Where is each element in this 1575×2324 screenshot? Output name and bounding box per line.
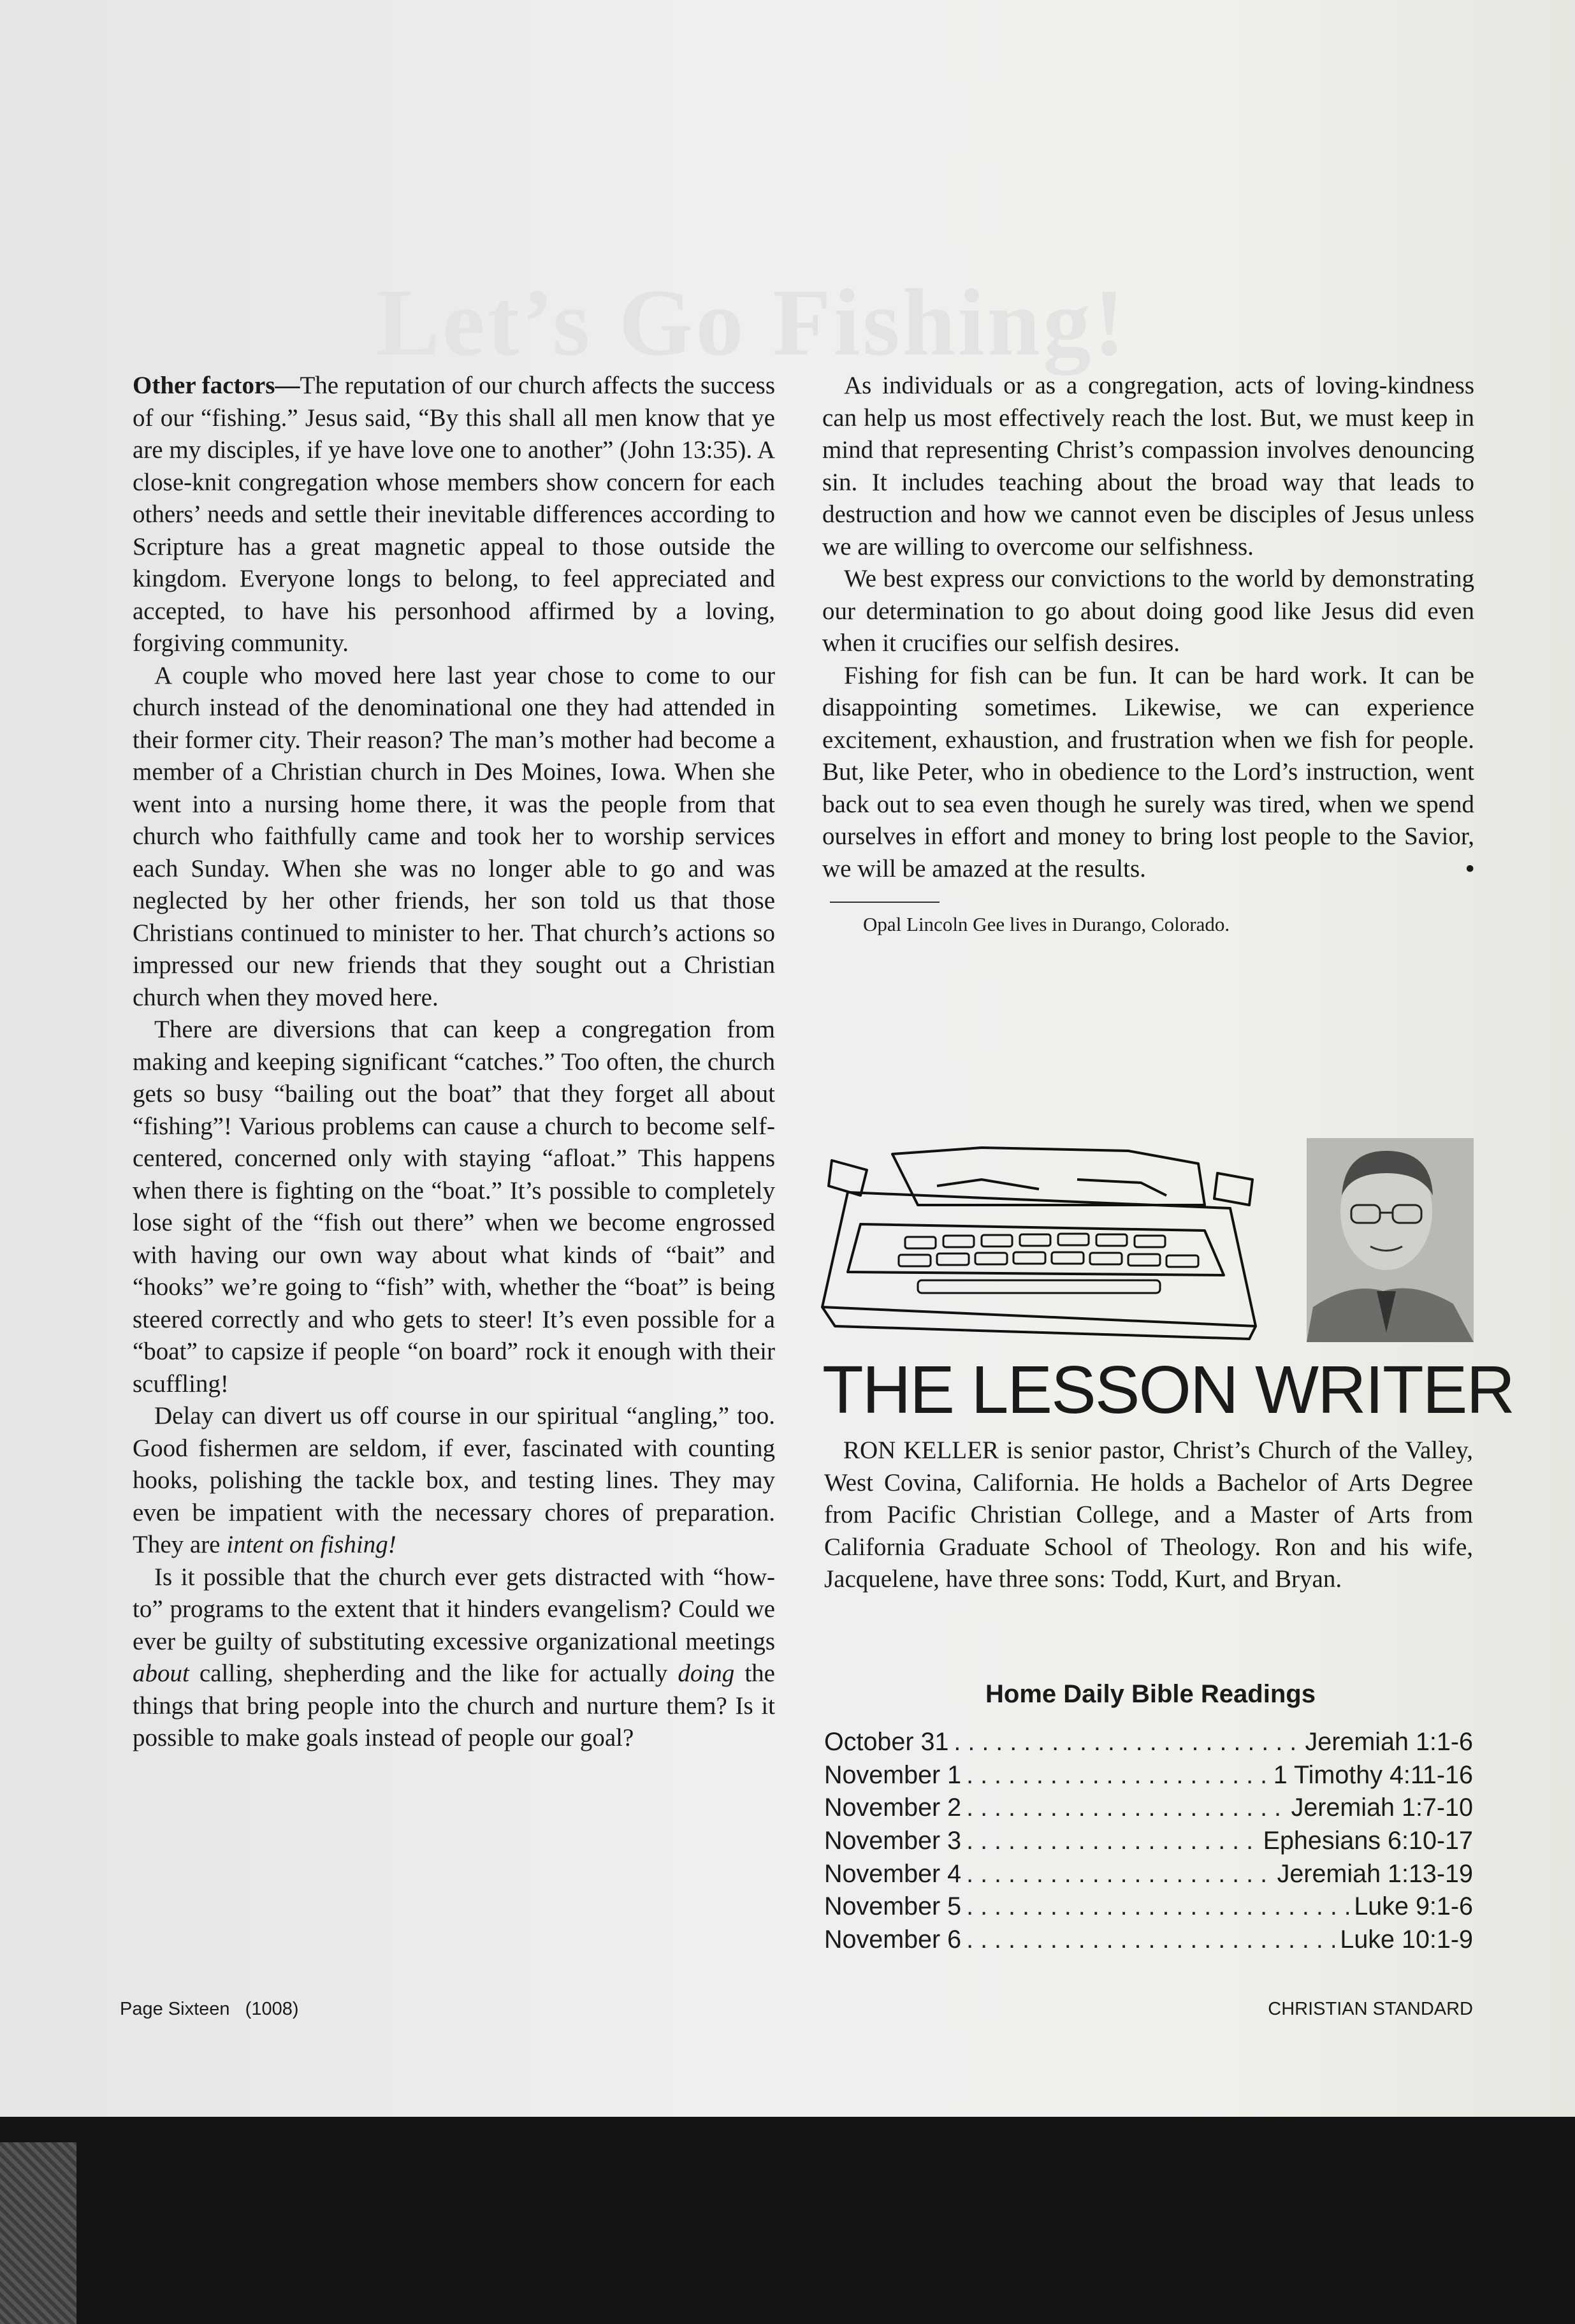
reading-row [824, 1892, 1473, 1926]
paragraph-text: the things that bring people into the church and nurture them? Is it possible to make goals instead of people our goal? [133, 1660, 775, 1751]
page-number: Page Sixteen (1008) [120, 1999, 299, 2019]
paragraph-text: The reputation of our church affects the success of our “fishing.” Jesus said, “By this shall all men know that ye are my disciples, if ye have love one to another” (John 13:35). A close-knit congregation whose members show concern for each others’ needs and settle their inevitable differences according to Scripture has a great magnetic appeal to those outside the kingdom. Everyone longs to belong, to feel appreciated and accepted, to have his personhood affirmed by a loving, forgiving community. [133, 372, 775, 657]
reading-date: November 1 [824, 1760, 962, 1789]
end-mark: • [1465, 854, 1474, 882]
paragraph-text: Delay can divert us off course in our spiritual “angling,” too. Good fishermen are seldom, if ever, fascinated with counting hooks, polishing the tackle box, and testing lines. They may even be impatient with the necessary chores of preparation. They are [133, 1402, 775, 1558]
publication-name: CHRISTIAN STANDARD [1268, 1999, 1473, 2019]
reading-date: November 6 [824, 1926, 962, 1954]
lesson-writer-bio [824, 1435, 1473, 1596]
dot-leader [954, 1728, 1300, 1757]
author-byline: Opal Lincoln Gee lives in Durango, Colorado. [863, 913, 1230, 935]
reading-row [824, 1860, 1473, 1893]
left-column [133, 370, 775, 1755]
paragraph [133, 370, 775, 660]
reading-date: November 5 [824, 1892, 962, 1921]
paragraph: We best express our convictions to the world by demonstrating our determination to go about doing good like Jesus did even when it crucifies our selfish desires. [822, 565, 1474, 657]
paragraph: There are diversions that can keep a congregation from making and keeping significant “catches.” Too often, the church gets so busy “bailing out the boat” that they forget all about “fishing”! Various problems can cause a church to become self-centered, concerned only with staying “afloat.” This happens when there is fighting on the “boat.” It’s possible to completely lose sight of the “fish out there” when we become engrossed with having our own way about what kinds of “bait” and “hooks” we’re going to “fish” with, whether the “boat” is being steered correctly and who gets to steer! It’s even possible for a “boat” to capsize if people “on board” rock it enough with their scuffling! [133, 1016, 775, 1398]
reading-row [824, 1926, 1473, 1959]
right-column [822, 370, 1474, 937]
reading-reference: Jeremiah 1:13-19 [1277, 1859, 1473, 1888]
bio-paragraph: RON KELLER is senior pastor, Christ’s Church of the Valley, West Covina, California. He holds a Bachelor of Arts Degree from Pacific Christian College, and a Master of Arts from California Graduate School of Theology. Ron and his wife, Jacquelene, have three sons: Todd, Kurt, and Bryan. [824, 1436, 1473, 1593]
paragraph: As individuals or as a congregation, acts of loving-kindness can help us most effectively reach the lost. But, we must keep in mind that representing Christ’s compassion involves denouncing sin. It includes teaching about the broad way that leads to destruction and how we cannot even be disciples of Jesus unless we are willing to overcome our selfishness. [822, 372, 1474, 560]
author-portrait [1307, 1138, 1474, 1342]
readings-list [824, 1728, 1473, 1959]
paragraph [133, 1561, 775, 1755]
readings-title: Home Daily Bible Readings [985, 1680, 1316, 1708]
paragraph: A couple who moved here last year chose to come to our church instead of the denominational one they had attended in their former city. Their reason? The man’s mother had become a member of a Christian church in Des Moines, Iowa. When she went into a nursing home there, it was the people from that church who faithfully came and took her to worship services each Sunday. When she was no longer able to go and was neglected by her other friends, her son told us that those Christians continued to minister to her. That church’s actions so impressed our new friends that they sought out a Christian church when they moved here. [133, 661, 775, 1011]
typewriter-and-portrait-illustration [809, 1135, 1476, 1345]
dot-leader [966, 1860, 1272, 1889]
show-through-title: Let’s Go Fishing! [376, 270, 1128, 376]
italic-text: intent on fishing! [226, 1531, 396, 1558]
dot-leader [966, 1827, 1258, 1855]
paragraph-text: Is it possible that the church ever gets distracted with “how-to” programs to the extent that it hinders evangelism? Could we ever be guilty of substituting excessive organizational meetings [133, 1563, 775, 1655]
typewriter-drawing [822, 1148, 1256, 1339]
reading-row [824, 1728, 1473, 1761]
reading-date: November 4 [824, 1859, 962, 1888]
reading-reference: Jeremiah 1:7-10 [1291, 1794, 1473, 1822]
paragraph [133, 1400, 775, 1561]
reading-date: November 2 [824, 1794, 962, 1822]
byline-rule [830, 902, 940, 903]
lesson-writer-heading: THE LESSON WRITER [822, 1352, 1514, 1428]
reading-reference: Jeremiah 1:1-6 [1305, 1728, 1473, 1756]
paragraph-text: Fishing for fish can be fun. It can be hard work. It can be disappointing sometimes. Likewise, we can experience excitement, exhaustion, and frustration when we fish for people. But, like Peter, who in obedience to the Lord’s instruction, went back out to sea even though he surely was tired, when we spend ourselves in effort and money to bring lost people to the Savior, we will be amazed at the results. [822, 661, 1474, 882]
reading-row [824, 1761, 1473, 1794]
reading-reference: 1 Timothy 4:11-16 [1273, 1760, 1473, 1789]
paragraph-text: calling, shepherding and the like for actually [189, 1660, 678, 1687]
dot-leader [966, 1794, 1286, 1822]
reading-date: November 3 [824, 1827, 962, 1855]
reading-row [824, 1827, 1473, 1860]
reading-reference: Luke 10:1-9 [1340, 1926, 1473, 1954]
reading-row [824, 1794, 1473, 1827]
background-surface [0, 2117, 1575, 2324]
reading-reference: Ephesians 6:10-17 [1263, 1827, 1473, 1855]
dot-leader [966, 1926, 1335, 1954]
italic-text: doing [678, 1660, 735, 1687]
reading-reference: Luke 9:1-6 [1354, 1892, 1473, 1921]
reading-date: October 31 [824, 1728, 949, 1756]
italic-text: about [133, 1660, 189, 1687]
lead-in: Other factors— [133, 372, 300, 399]
dot-leader [966, 1892, 1349, 1921]
paragraph [822, 660, 1474, 886]
dot-leader [966, 1761, 1268, 1790]
